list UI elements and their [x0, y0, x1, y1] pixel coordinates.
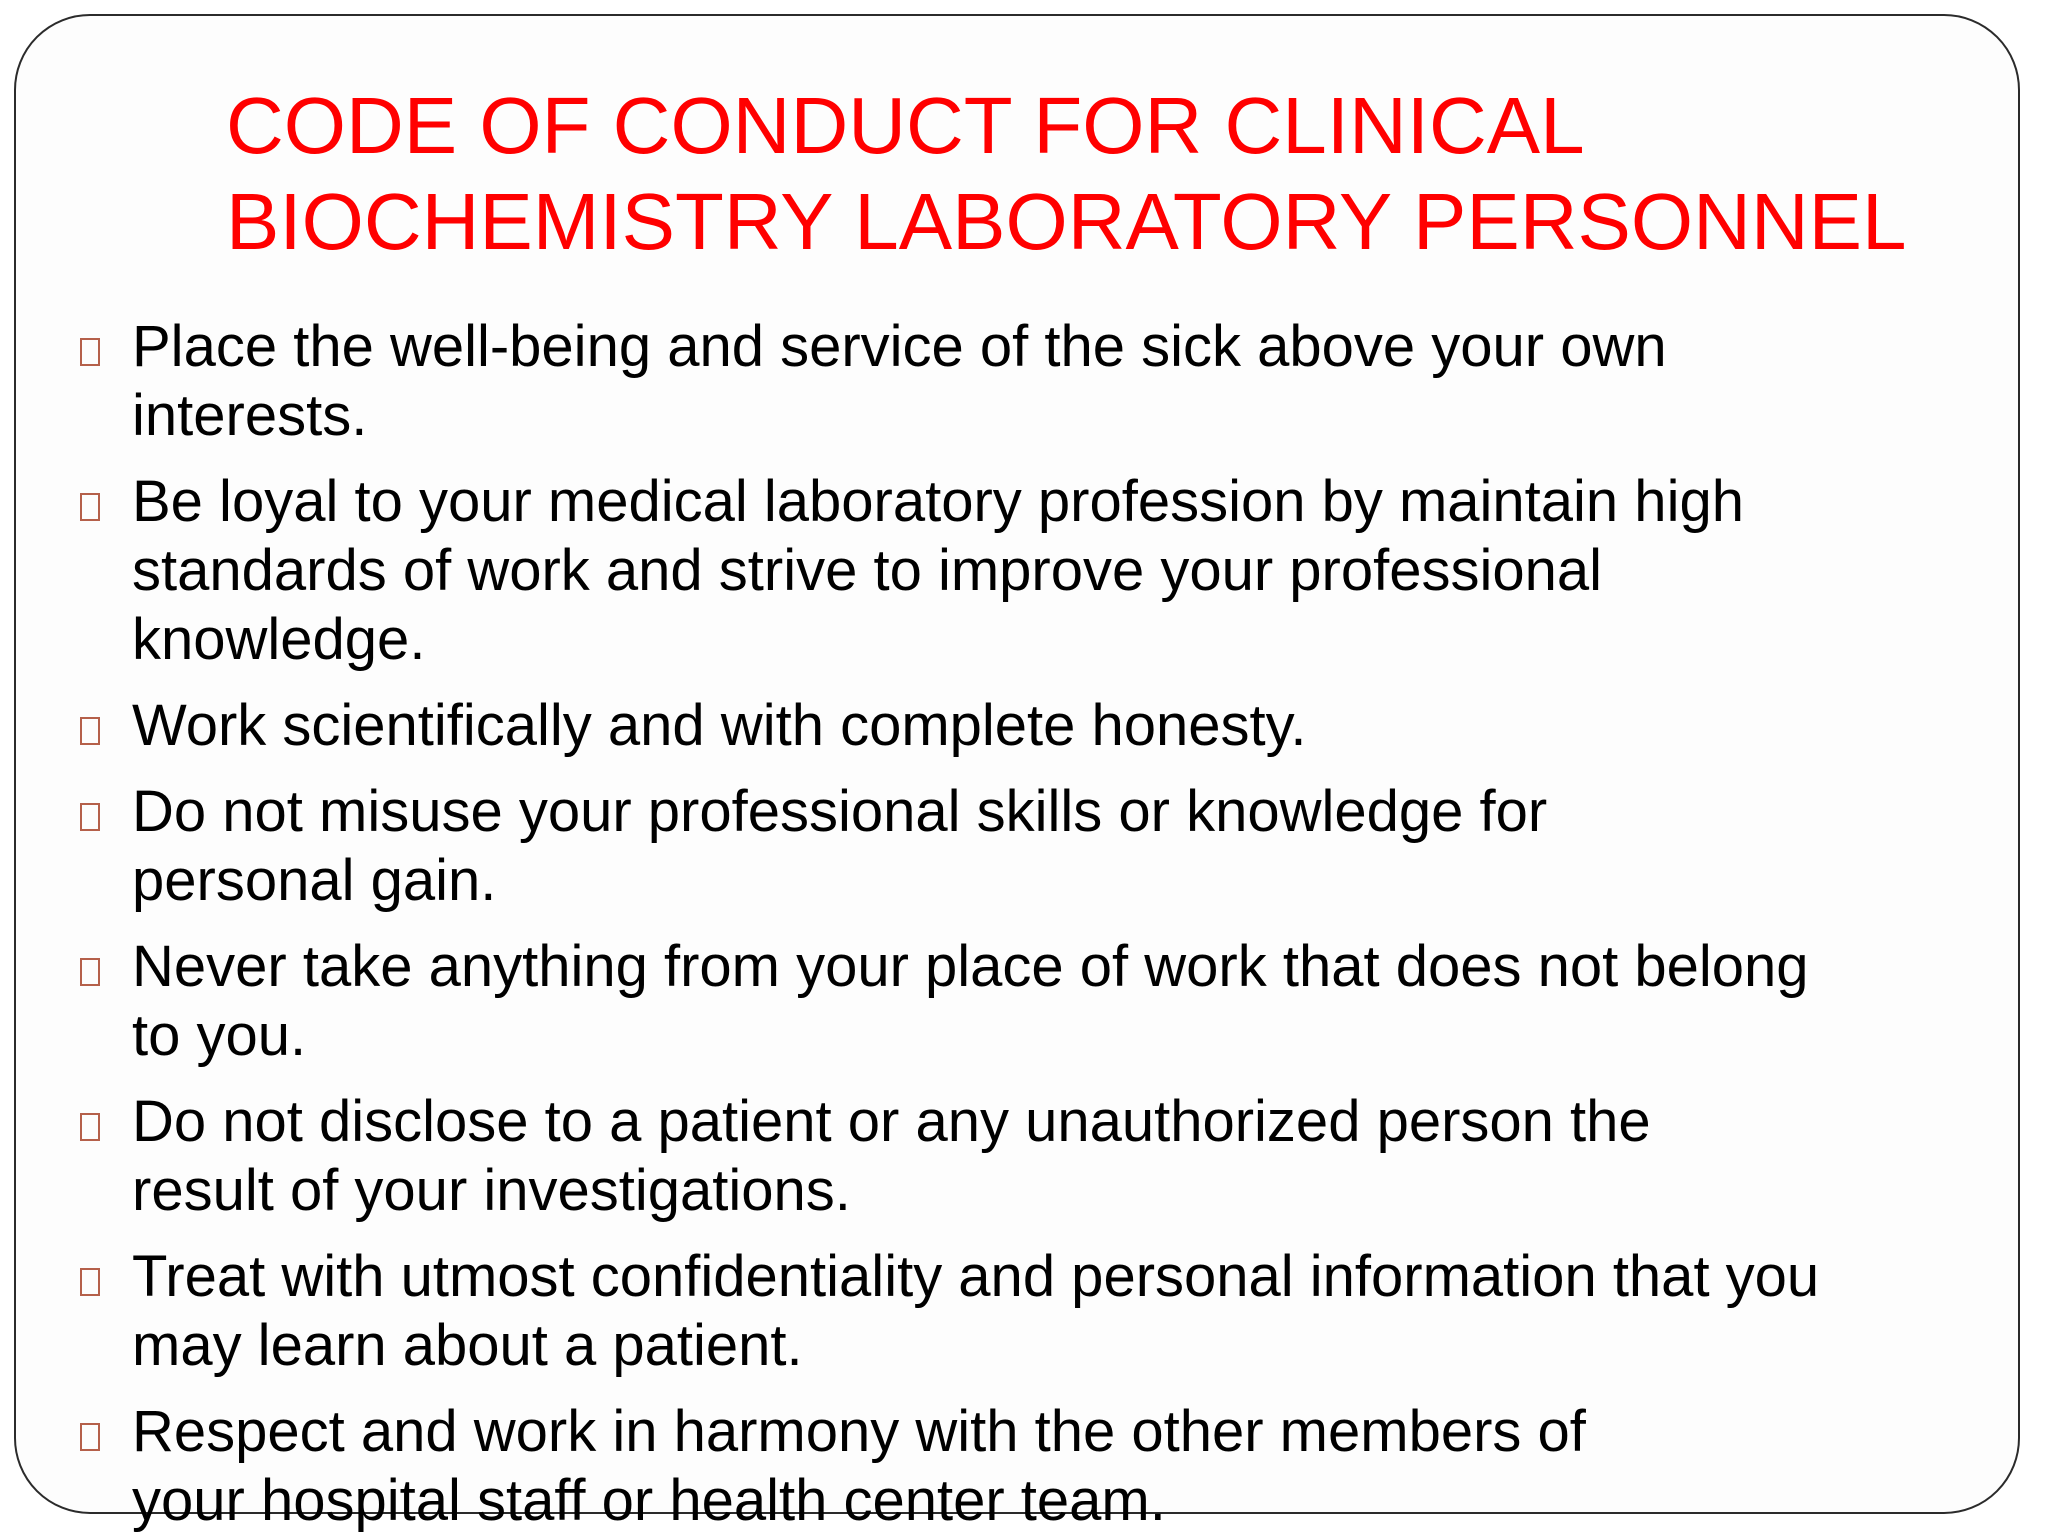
square-bullet-icon: [80, 717, 100, 745]
square-bullet-icon: [80, 1113, 100, 1141]
square-bullet-icon: [80, 958, 100, 986]
bullet-line: Do not misuse your professional skills or knowledge for: [132, 779, 1548, 844]
title-line-2: BIOCHEMISTRY LABORATORY PERSONNEL: [226, 177, 1907, 266]
bullet-item: [72, 1087, 1992, 1225]
title-line-1: CODE OF CONDUCT FOR CLINICAL: [226, 81, 1585, 170]
bullet-item: [72, 932, 1992, 1070]
bullet-item: [72, 312, 1992, 450]
bullet-line: Treat with utmost confidentiality and personal information that you: [132, 1244, 1820, 1309]
bullet-line: personal gain.: [132, 848, 497, 913]
bullet-line: knowledge.: [132, 607, 426, 672]
bullet-line: Work scientifically and with complete honesty.: [132, 693, 1307, 758]
bullet-line: may learn about a patient.: [132, 1313, 803, 1378]
square-bullet-icon: [80, 803, 100, 831]
bullet-list: [72, 312, 1992, 1536]
bullet-line: Be loyal to your medical laboratory profession by maintain high: [132, 469, 1744, 534]
slide-title: [226, 78, 2006, 270]
bullet-item: [72, 1242, 1992, 1380]
bullet-line: standards of work and strive to improve your professional: [132, 538, 1603, 603]
square-bullet-icon: [80, 493, 100, 521]
bullet-line: Respect and work in harmony with the other members of: [132, 1399, 1586, 1464]
bullet-line: Never take anything from your place of work that does not belong: [132, 934, 1809, 999]
bullet-item: [72, 777, 1992, 915]
bullet-item: [72, 467, 1992, 674]
square-bullet-icon: [80, 1268, 100, 1296]
square-bullet-icon: [80, 1423, 100, 1451]
bullet-line: Do not disclose to a patient or any unauthorized person the: [132, 1089, 1651, 1154]
bullet-line: to you.: [132, 1003, 307, 1068]
bullet-item: [72, 691, 1992, 760]
bullet-line: your hospital staff or health center team.: [132, 1468, 1166, 1533]
bullet-item: [72, 1397, 1992, 1535]
bullet-line: Place the well-being and service of the sick above your own: [132, 314, 1667, 379]
bullet-line: result of your investigations.: [132, 1158, 851, 1223]
square-bullet-icon: [80, 338, 100, 366]
bullet-line: interests.: [132, 383, 368, 448]
